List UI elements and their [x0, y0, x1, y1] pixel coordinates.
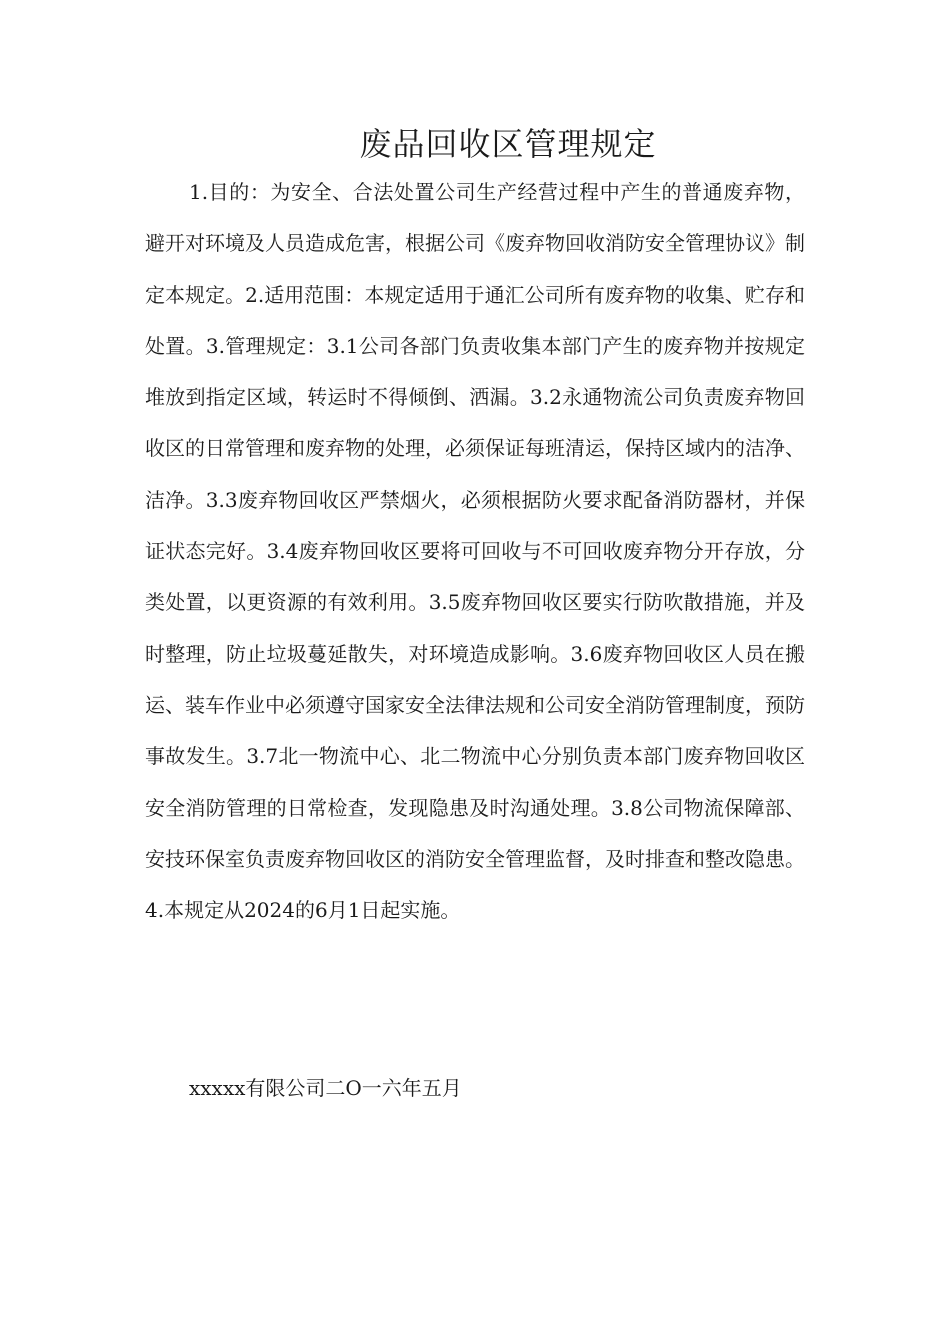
page-title: 废品回收区管理规定: [359, 125, 657, 163]
body-paragraph: 1.目的：为安全、合法处置公司生产经营过程中产生的普通废弃物，避开对环境及人员造成危害，根据公司《废弃物回收消防安全管理协议》制定本规定。2.适用范围：本规定适用于通汇公司所有废弃物的收集、贮存和处置。3.管理规定：3.1公司各部门负责收集本部门产生的废弃物并按规定堆放到指定区域，转运时不得倾倒、洒漏。3.2永通物流公司负责废弃物回收区的日常管理和废弃物的处理，必须保证每班清运，保持区域内的洁净、洁净。3.3废弃物回收区严禁烟火，必须根据防火要求配备消防器材，并保证状态完好。3.4废弃物回收区要将可回收与不可回收废弃物分开存放，分类处置，以更资源的有效利用。3.5废弃物回收区要实行防吹散措施，并及时整理，防止垃圾蔓延散失，对环境造成影响。3.6废弃物回收区人员在搬运、装车作业中必须遵守国家安全法律法规和公司安全消防管理制度，预防事故发生。3.7北一物流中心、北二物流中心分别负责本部门废弃物回收区安全消防管理的日常检查，发现隐患及时沟通处理。3.8公司物流保障部、安技环保室负责废弃物回收区的消防安全管理监督，及时排查和整改隐患。4.本规定从2024的6月1日起实施。: [145, 180, 805, 923]
signature-line: xxxxx有限公司二O一六年五月: [189, 1076, 462, 1100]
